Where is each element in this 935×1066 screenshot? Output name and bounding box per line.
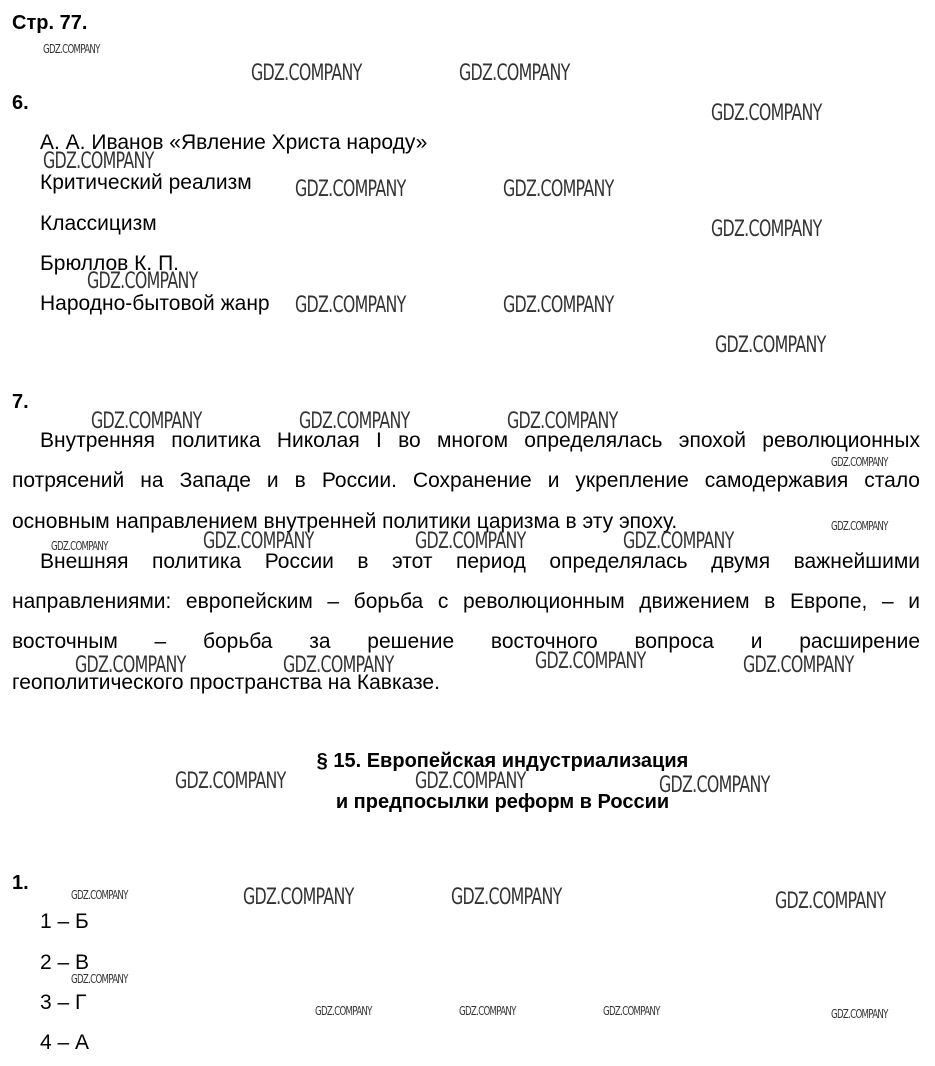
task-6-answer: Критический реализм <box>40 171 252 194</box>
watermark: GDZ.COMPANY <box>451 885 562 910</box>
task-6-answer: Брюллов К. П. <box>40 252 179 275</box>
watermark: GDZ.COMPANY <box>71 888 128 902</box>
watermark: GDZ.COMPANY <box>175 769 286 794</box>
watermark: GDZ.COMPANY <box>43 42 100 56</box>
page-header: Стр. 77. <box>12 12 88 34</box>
watermark: GDZ.COMPANY <box>603 1004 660 1018</box>
watermark: GDZ.COMPANY <box>87 269 198 294</box>
paragraph-line: Внутренняя политика Николая I во многом определялась эпохой революционных <box>40 429 920 452</box>
section-title-line-1: § 15. Европейская индустриализация <box>316 750 689 772</box>
watermark: GDZ.COMPANY <box>535 649 646 674</box>
watermark: GDZ.COMPANY <box>91 409 202 434</box>
watermark: GDZ.COMPANY <box>51 539 108 553</box>
watermark: GDZ.COMPANY <box>775 889 886 914</box>
watermark: GDZ.COMPANY <box>315 1004 372 1018</box>
watermark: GDZ.COMPANY <box>659 773 770 798</box>
paragraph-line: основным направлением внутренней политики царизма в эту эпоху. <box>12 510 678 533</box>
watermark: GDZ.COMPANY <box>743 653 854 678</box>
watermark: GDZ.COMPANY <box>251 61 362 86</box>
watermark: GDZ.COMPANY <box>831 519 888 533</box>
task-6-answer: Народно-бытовой жанр <box>40 292 270 315</box>
watermark: GDZ.COMPANY <box>623 529 734 554</box>
watermark: GDZ.COMPANY <box>503 177 614 202</box>
task-6-answer: Классицизм <box>40 212 157 235</box>
task-6-number: 6. <box>12 92 29 114</box>
watermark: GDZ.COMPANY <box>831 1007 888 1021</box>
watermark: GDZ.COMPANY <box>711 101 822 126</box>
watermark: GDZ.COMPANY <box>459 61 570 86</box>
watermark: GDZ.COMPANY <box>831 455 888 469</box>
task-1-answer: 4 – А <box>40 1031 90 1054</box>
task-1-answer: 3 – Г <box>40 991 87 1014</box>
watermark: GDZ.COMPANY <box>715 333 826 358</box>
task-1-answer: 2 – В <box>40 951 90 974</box>
watermark: GDZ.COMPANY <box>243 885 354 910</box>
paragraph-line: Внешняя политика России в этот период определялась двумя важнейшими <box>40 550 920 573</box>
section-title-line-2: и предпосылки реформ в России <box>335 791 670 813</box>
task-1-number: 1. <box>12 872 29 894</box>
task-7-number: 7. <box>12 391 29 413</box>
watermark: GDZ.COMPANY <box>295 177 406 202</box>
paragraph-line: восточным – борьба за решение восточного вопроса и расширение <box>12 630 920 653</box>
watermark: GDZ.COMPANY <box>711 217 822 242</box>
watermark: GDZ.COMPANY <box>415 529 526 554</box>
watermark: GDZ.COMPANY <box>503 293 614 318</box>
watermark: GDZ.COMPANY <box>75 653 186 678</box>
watermark: GDZ.COMPANY <box>507 409 618 434</box>
task-6-answer: А. А. Иванов «Явление Христа народу» <box>40 131 428 154</box>
watermark: GDZ.COMPANY <box>71 972 128 986</box>
watermark: GDZ.COMPANY <box>43 149 154 174</box>
watermark: GDZ.COMPANY <box>299 409 410 434</box>
paragraph-line: потрясений на Западе и в России. Сохранение и укрепление самодержавия стало <box>12 469 920 492</box>
watermark: GDZ.COMPANY <box>295 293 406 318</box>
watermark: GDZ.COMPANY <box>203 529 314 554</box>
watermark: GDZ.COMPANY <box>283 653 394 678</box>
watermark: GDZ.COMPANY <box>459 1004 516 1018</box>
paragraph-line: геополитического пространства на Кавказе. <box>12 671 440 694</box>
paragraph-line: направлениями: европейским – борьба с революционным движением в Европе, – и <box>12 590 920 613</box>
task-1-answer: 1 – Б <box>40 910 89 933</box>
watermark: GDZ.COMPANY <box>415 769 526 794</box>
